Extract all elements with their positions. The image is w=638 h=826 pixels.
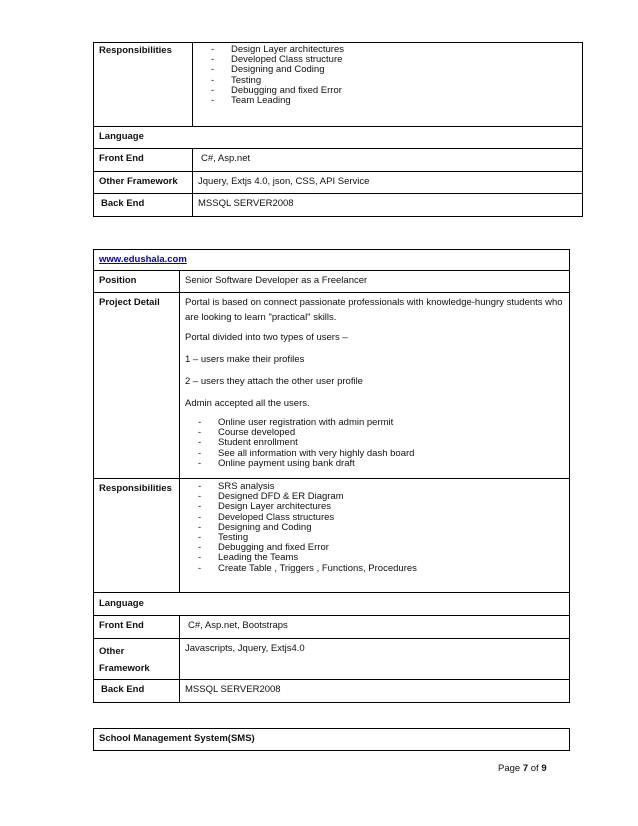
page-footer <box>498 763 547 774</box>
project-link-cell <box>94 250 570 271</box>
responsibilities-label: Responsibilities <box>94 43 193 127</box>
project-detail-paragraph: Admin accepted all the users. <box>185 398 310 409</box>
other-framework-value: Javascripts, Jquery, Extjs4.0 <box>180 639 570 680</box>
responsibilities-cell <box>193 43 583 127</box>
language-label: Language <box>94 127 583 149</box>
list-item: - Online user registration with admin permit <box>185 418 564 428</box>
project-detail-cell <box>180 293 570 479</box>
project-table-1 <box>93 42 583 217</box>
list-item: - Testing <box>198 76 577 86</box>
list-item: - Create Table , Triggers , Functions, Procedures <box>185 564 564 574</box>
list-item: - SRS analysis <box>185 482 564 492</box>
project-detail-label: Project Detail <box>94 293 180 479</box>
list-item: - Leading the Teams <box>185 553 564 563</box>
front-end-label: Front End <box>94 616 180 639</box>
total-pages-number: 9 <box>541 763 547 774</box>
responsibilities-label: Responsibilities <box>94 479 180 593</box>
list-item: - Designing and Coding <box>185 523 564 533</box>
responsibilities-list <box>198 45 577 106</box>
project-title: School Management System(SMS) <box>94 729 570 751</box>
back-end-label: Back End <box>94 680 180 703</box>
list-item: - Debugging and fixed Error <box>185 543 564 553</box>
other-framework-label: Other Framework <box>94 639 180 680</box>
project-detail-paragraph: 1 – users make their profiles <box>185 354 305 365</box>
responsibilities-cell <box>180 479 570 593</box>
project-table-2 <box>93 249 570 703</box>
list-item: - Designing and Coding <box>198 65 577 75</box>
current-page-number: 7 <box>522 763 529 774</box>
language-label: Language <box>94 593 570 616</box>
back-end-value: MSSQL SERVER2008 <box>193 194 583 217</box>
list-item: - Course developed <box>185 428 564 438</box>
list-item: - Online payment using bank draft <box>185 459 564 469</box>
list-item: - Debugging and fixed Error <box>198 86 577 96</box>
project-table-3 <box>93 728 570 751</box>
front-end-value: C#, Asp.net <box>193 149 583 172</box>
project-detail-list <box>185 418 564 469</box>
list-item: - Developed Class structures <box>185 513 564 523</box>
back-end-label: Back End <box>94 194 193 217</box>
page-word: Page <box>498 763 521 774</box>
of-word: of <box>530 763 539 774</box>
list-item: - Design Layer architectures <box>198 45 577 55</box>
project-link[interactable]: www.edushala.com <box>99 254 187 265</box>
front-end-value: C#, Asp.net, Bootstraps <box>180 616 570 639</box>
responsibilities-list <box>185 482 564 574</box>
list-item: - See all information with very highly dash board <box>185 449 564 459</box>
list-item: - Design Layer architectures <box>185 502 564 512</box>
list-item: - Student enrollment <box>185 438 564 448</box>
back-end-value: MSSQL SERVER2008 <box>180 680 570 703</box>
position-label: Position <box>94 271 180 293</box>
list-item: - Team Leading <box>198 96 577 106</box>
list-item: - Developed Class structure <box>198 55 577 65</box>
list-item: - Designed DFD & ER Diagram <box>185 492 564 502</box>
other-framework-value: Jquery, Extjs 4.0, json, CSS, API Service <box>193 172 583 194</box>
list-item: - Testing <box>185 533 564 543</box>
project-detail-paragraph: Portal is based on connect passionate professionals with knowledge-hungry students who are looking to learn "practical" skills. <box>185 297 563 323</box>
position-value: Senior Software Developer as a Freelancer <box>180 271 570 293</box>
front-end-label: Front End <box>94 149 193 172</box>
other-framework-label: Other Framework <box>94 172 193 194</box>
project-detail-paragraph: 2 – users they attach the other user profile <box>185 376 363 387</box>
project-detail-paragraph: Portal divided into two types of users – <box>185 332 348 343</box>
